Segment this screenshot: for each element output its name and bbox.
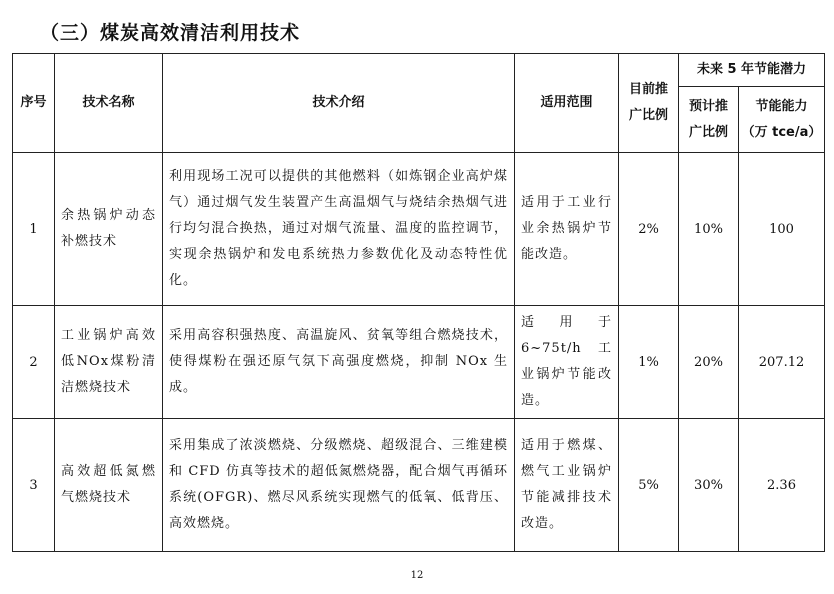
section-title: （三）煤炭高效清洁利用技术 xyxy=(40,22,301,44)
row-name: 工业锅炉高效低NOx煤粉清洁燃烧技术 xyxy=(55,306,163,419)
header-no: 序号 xyxy=(13,54,55,153)
row-no: 1 xyxy=(13,153,55,306)
table-row xyxy=(13,419,825,552)
row-intro: 利用现场工况可以提供的其他燃料（如炼钢企业高炉煤气）通过烟气发生装置产生高温烟气与烧结余热烟气进行均匀混合换热，通过对烟气流量、温度的监控调节，实现余热锅炉和发电系统热力参数优化及动态特性优化。 xyxy=(163,153,515,306)
row-intro: 采用集成了浓淡燃烧、分级燃烧、超级混合、三维建模和 CFD 仿真等技术的超低氮燃烧器，配合烟气再循环系统(OFGR)、燃尽风系统实现燃气的低氧、低背压、高效燃烧。 xyxy=(163,419,515,552)
row-scope: 适用于工业行业余热锅炉节能改造。 xyxy=(515,153,619,306)
row-name: 余热锅炉动态补燃技术 xyxy=(55,153,163,306)
row-current: 2% xyxy=(619,153,679,306)
header-capacity xyxy=(739,87,825,153)
header-current-ratio: 目前推广比例 xyxy=(619,54,679,153)
header-name: 技术名称 xyxy=(55,54,163,153)
header-capacity-line2: （万 tce/a） xyxy=(741,124,822,140)
header-intro: 技术介绍 xyxy=(163,54,515,153)
row-current: 5% xyxy=(619,419,679,552)
header-expected-ratio: 预计推广比例 xyxy=(679,87,739,153)
row-no: 2 xyxy=(13,306,55,419)
row-capacity: 2.36 xyxy=(739,419,825,552)
page-number: 12 xyxy=(410,570,424,581)
row-expected: 10% xyxy=(679,153,739,306)
header-future-group: 未来 5 年节能潜力 xyxy=(679,54,825,87)
row-capacity: 100 xyxy=(739,153,825,306)
row-name: 高效超低氮燃气燃烧技术 xyxy=(55,419,163,552)
header-capacity-line1: 节能能力 xyxy=(755,98,808,114)
row-no: 3 xyxy=(13,419,55,552)
table-row xyxy=(13,306,825,419)
row-expected: 20% xyxy=(679,306,739,419)
row-intro: 采用高容积强热度、高温旋风、贫氧等组合燃烧技术，使得煤粉在强还原气氛下高强度燃烧，抑制 NOx 生成。 xyxy=(163,306,515,419)
header-scope: 适用范围 xyxy=(515,54,619,153)
technology-table xyxy=(12,53,825,552)
row-scope: 适用于燃煤、燃气工业锅炉节能减排技术改造。 xyxy=(515,419,619,552)
row-capacity: 207.12 xyxy=(739,306,825,419)
row-current: 1% xyxy=(619,306,679,419)
row-scope: 适用于 6~75t/h 工业锅炉节能改造。 xyxy=(515,306,619,419)
row-expected: 30% xyxy=(679,419,739,552)
table-row xyxy=(13,153,825,306)
